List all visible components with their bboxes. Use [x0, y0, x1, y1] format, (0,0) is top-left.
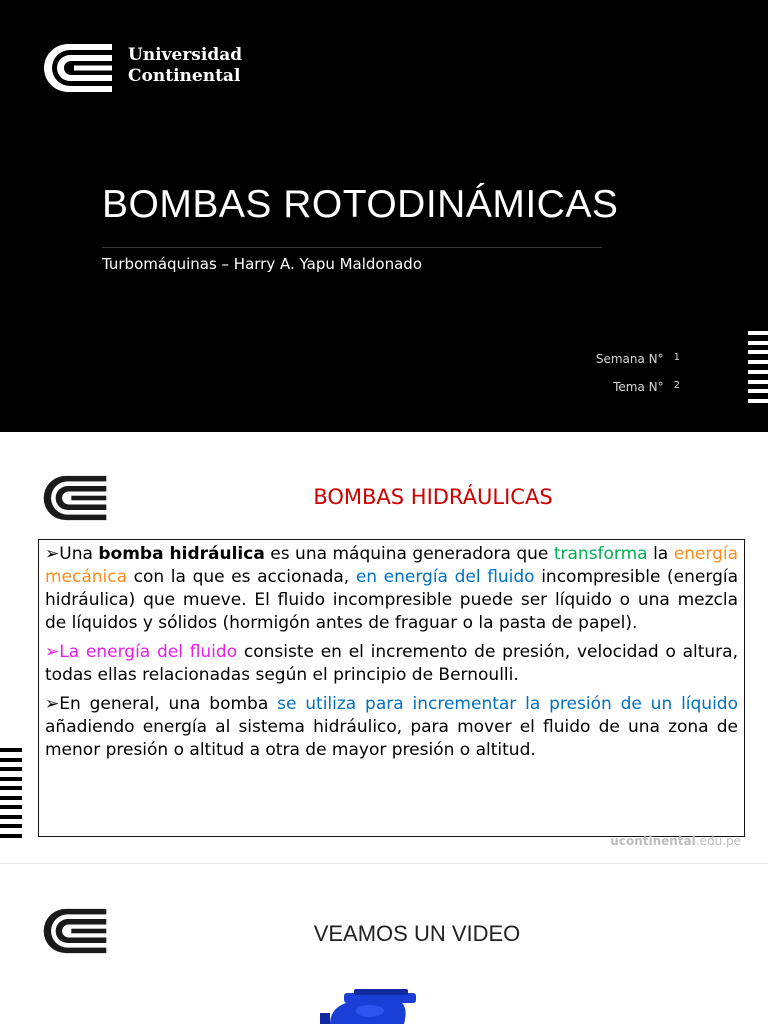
slide-title: BOMBAS HIDRÁULICAS — [313, 485, 553, 509]
text: consiste en el incremento de presión, velocidad o altura, todas ellas relacionadas según el principio de Bernoulli. — [45, 642, 738, 685]
bullet-icon: ➢ — [45, 694, 60, 714]
footer-url — [610, 834, 741, 848]
paragraph-2 — [45, 641, 738, 687]
video-slide — [0, 865, 768, 1024]
tema-row — [613, 380, 680, 394]
highlight-orange: energía mecánica — [45, 544, 739, 587]
tema-label: Tema N° — [613, 380, 664, 394]
decorative-stripes — [0, 748, 22, 838]
slide-title: BOMBAS ROTODINÁMICAS — [102, 183, 619, 226]
bold-term: bomba hidráulica — [98, 544, 265, 564]
paragraph-1 — [45, 543, 738, 635]
paragraph-3 — [45, 693, 738, 762]
text: En general, una bomba — [59, 694, 278, 714]
decorative-stripes — [748, 331, 768, 403]
semana-row — [596, 352, 680, 366]
slide-subtitle: Turbomáquinas – Harry A. Yapu Maldonado — [102, 255, 423, 273]
footer-url-bold: ucontinental — [610, 834, 696, 848]
text: la — [647, 544, 674, 564]
highlight-blue: se utiliza para incrementar la presión de un líquido — [277, 694, 738, 714]
continental-logo-icon — [40, 40, 116, 96]
title-slide — [0, 0, 768, 432]
semana-value: 1 — [673, 352, 680, 363]
text: Una — [59, 544, 99, 564]
highlight-magenta: La energía del fluido — [59, 642, 238, 662]
text: es una máquina generadora que — [264, 544, 554, 564]
semana-label: Semana N° — [595, 352, 664, 366]
content-slide — [0, 432, 768, 864]
text: añadiendo energía al sistema hidráulico, para mover el fluido de una zona de menor presión o altitud a otra de mayor presión o altitud. — [45, 717, 738, 760]
highlight-green: transforma — [553, 544, 648, 564]
bullet-icon: ➢ — [45, 544, 60, 564]
university-line-2: Continental — [128, 66, 241, 86]
footer-url-rest: .edu.pe — [695, 834, 741, 848]
highlight-blue: en energía del fluido — [355, 567, 535, 587]
slide-title: VEAMOS UN VIDEO — [313, 921, 521, 946]
title-divider — [102, 247, 602, 248]
tema-value: 2 — [673, 380, 680, 391]
bullet-icon: ➢ — [45, 642, 60, 662]
university-name — [128, 45, 242, 87]
content-textbox — [38, 539, 745, 837]
pump-image[interactable] — [300, 983, 430, 1024]
text: incompresible (energía hidráulica) que mueve. El fluido incompresible puede ser líquido o una mezcla de líquidos y sólidos (hormigón antes de fraguar o la pasta de papel). — [45, 567, 739, 633]
text: con la que es accionada, — [127, 567, 356, 587]
university-line-1: Universidad — [128, 45, 243, 65]
